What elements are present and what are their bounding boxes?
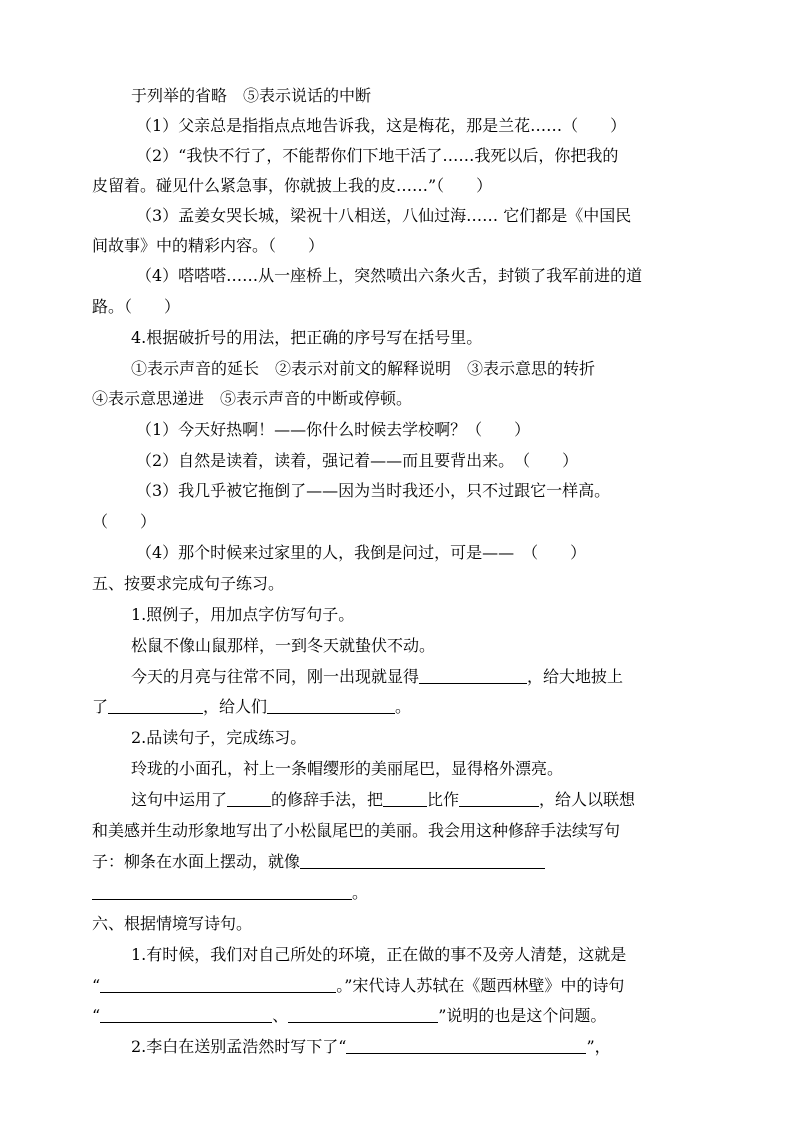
answer-blank[interactable] bbox=[92, 883, 352, 900]
answer-blank[interactable] bbox=[288, 1006, 438, 1023]
question-item: （3）我几乎被它拖倒了——因为当时我还小，只不过跟它一样高。 bbox=[136, 481, 611, 500]
question-item: （1）今天好热啊！——你什么时候去学校啊？（ ） bbox=[136, 420, 531, 439]
question-item: （4）那个时候来过家里的人，我倒是问过，可是—— （ ） bbox=[136, 543, 587, 562]
text-fragment: “ bbox=[92, 976, 101, 995]
text-fragment: 的修辞手法，把 bbox=[271, 790, 384, 809]
fill-line bbox=[92, 852, 545, 872]
question-item: （1）父亲总是指指点点地告诉我，这是梅花，那是兰花……（ ） bbox=[136, 116, 627, 135]
answer-blank[interactable] bbox=[419, 667, 527, 684]
section-heading: 六、根据情境写诗句。 bbox=[92, 914, 253, 933]
question-item: （2）“我快不行了，不能帮你们下地干活了……我死以后，你把我的 bbox=[136, 146, 619, 165]
answer-blank[interactable] bbox=[267, 697, 395, 714]
text-fragment: 子：柳条在水面上摆动，就像 bbox=[92, 852, 301, 871]
text-fragment: 了 bbox=[92, 697, 109, 716]
text-fragment: ”， bbox=[586, 1037, 611, 1056]
text-line: 间故事》中的精彩内容。（ ） bbox=[92, 236, 325, 255]
fill-line bbox=[131, 1037, 611, 1057]
text-line: 皮留着。碰见什么紧急事，你就披上我的皮……”（ ） bbox=[92, 176, 493, 195]
text-fragment: 。 bbox=[395, 697, 412, 716]
example-sentence: 玲珑的小面孔，衬上一条帽缨形的美丽尾巴，显得格外漂亮。 bbox=[131, 759, 564, 778]
example-sentence: 松鼠不像山鼠那样，一到冬天就蛰伏不动。 bbox=[131, 636, 436, 655]
text-line: 路。（ ） bbox=[92, 297, 181, 316]
text-line: 于列举的省略 ⑤表示说话的中断 bbox=[131, 86, 372, 105]
text-fragment: 这句中运用了 bbox=[131, 790, 228, 809]
text-fragment: ，给人以联想 bbox=[539, 790, 636, 809]
answer-blank[interactable] bbox=[100, 976, 336, 993]
text-fragment: 。”宋代诗人苏轼在《题西林壁》中的诗句 bbox=[336, 976, 625, 995]
fill-line bbox=[131, 667, 623, 687]
question-heading: 4.根据破折号的用法，把正确的序号写在括号里。 bbox=[131, 328, 483, 347]
answer-blank[interactable] bbox=[108, 697, 203, 714]
fill-line bbox=[131, 790, 635, 810]
question-item: （3）孟姜女哭长城，梁祝十八相送，八仙过海…… 它们都是《中国民 bbox=[136, 206, 632, 225]
answer-blank[interactable] bbox=[459, 790, 539, 807]
option-line: ①表示声音的延长 ②表示对前文的解释说明 ③表示意思的转折 bbox=[131, 359, 596, 378]
answer-blank[interactable] bbox=[100, 1006, 272, 1023]
text-fragment: 今天的月亮与往常不同，刚一出现就显得 bbox=[131, 667, 420, 686]
question-item: （2）自然是读着，读着，强记着——而且要背出来。 （ ） bbox=[136, 451, 579, 470]
text-fragment: 。 bbox=[352, 883, 369, 902]
question-heading: 1.照例子，用加点字仿写句子。 bbox=[131, 605, 355, 624]
fill-line bbox=[92, 883, 368, 903]
option-line: ④表示意思递进 ⑤表示声音的中断或停顿。 bbox=[92, 389, 413, 408]
answer-blank[interactable] bbox=[227, 790, 271, 807]
answer-blank[interactable] bbox=[300, 852, 545, 869]
text-fragment: “ bbox=[92, 1006, 101, 1025]
fill-line bbox=[92, 1006, 606, 1026]
text-line: 和美感并生动形象地写出了小松鼠尾巴的美丽。我会用这种修辞手法续写句 bbox=[92, 821, 621, 840]
text-fragment: 比作 bbox=[427, 790, 460, 809]
question-item: （4）嗒嗒嗒……从一座桥上，突然喷出六条火舌，封锁了我军前进的道 bbox=[136, 266, 643, 285]
text-line: （ ） bbox=[92, 512, 157, 531]
question-heading: 2.品读句子，完成练习。 bbox=[131, 728, 307, 747]
answer-blank[interactable] bbox=[383, 790, 427, 807]
text-fragment: ”说明的也是这个问题。 bbox=[438, 1006, 607, 1025]
fill-line bbox=[92, 976, 624, 996]
question-item: 1.有时候，我们对自己所处的环境，正在做的事不及旁人清楚，这就是 bbox=[131, 945, 627, 964]
text-fragment: ，给大地披上 bbox=[527, 667, 624, 686]
fill-line bbox=[92, 697, 411, 717]
text-fragment: 、 bbox=[272, 1006, 289, 1025]
section-heading: 五、按要求完成句子练习。 bbox=[92, 574, 285, 593]
text-fragment: 2.李白在送别孟浩然时写下了“ bbox=[131, 1037, 347, 1056]
answer-blank[interactable] bbox=[346, 1037, 586, 1054]
text-fragment: ，给人们 bbox=[203, 697, 268, 716]
